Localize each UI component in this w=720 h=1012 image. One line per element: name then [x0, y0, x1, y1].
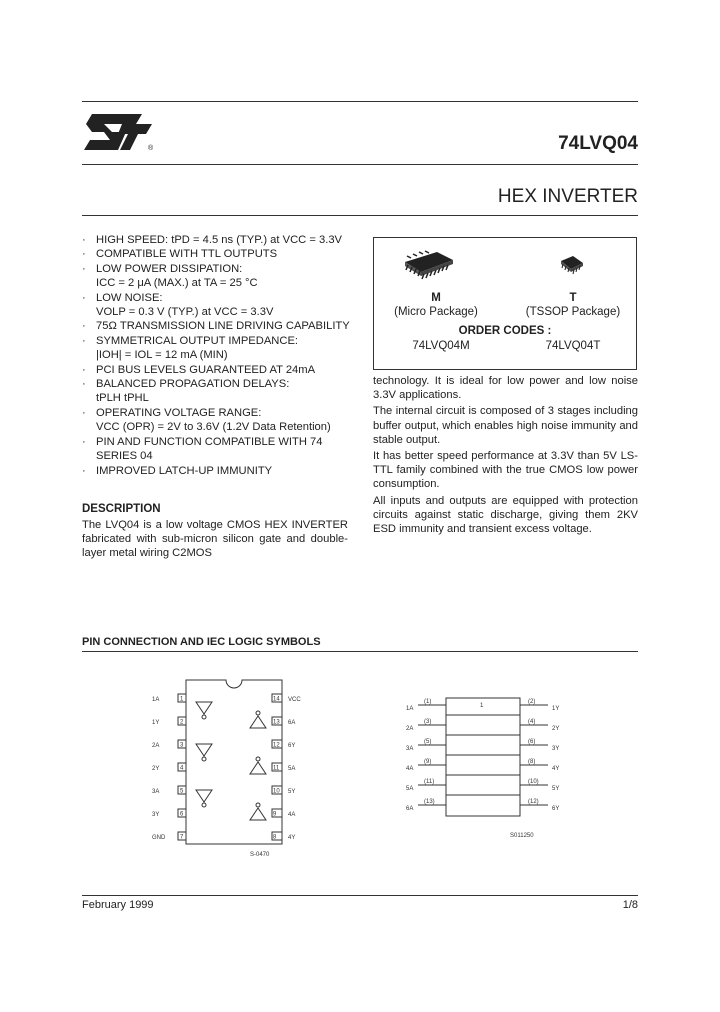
logic-output-label: 2Y	[552, 726, 560, 732]
svg-text:®: ®	[148, 145, 154, 152]
logic-input-label: 6A	[406, 806, 414, 812]
so14-package-icon	[397, 248, 461, 282]
pin-number: 4	[180, 765, 184, 772]
pin-number: 5	[180, 788, 184, 795]
feature-item: · 75Ω TRANSMISSION LINE DRIVING CAPABILITY	[82, 319, 354, 333]
order-code-t: 74LVQ04T	[545, 340, 601, 352]
pin-number: 11	[273, 765, 280, 772]
pin-number: 9	[273, 811, 277, 818]
pin-number: 14	[273, 696, 280, 703]
paragraph: It has better speed performance at 3.3V than 5V LS-TTL family combined with the true CMOS low power consumption.	[373, 450, 638, 491]
feature-item: tPLH tPHL	[96, 392, 149, 405]
pin-connection-diagram	[150, 678, 320, 858]
pin-label: 3Y	[152, 812, 160, 818]
top-rule	[82, 101, 638, 102]
pin-label: 6A	[288, 720, 296, 726]
pin-label: 4Y	[288, 835, 296, 841]
pin-diagram-ref: S-0470	[250, 852, 270, 858]
order-code-m: 74LVQ04M	[412, 340, 470, 352]
package-t-label: (TSSOP Package)	[525, 306, 621, 318]
logic-output-pin: (6)	[528, 739, 536, 745]
feature-item: · HIGH SPEED: tPD = 4.5 ns (TYP.) at VCC = 3.3V	[82, 233, 354, 247]
logic-output-label: 5Y	[552, 786, 560, 792]
logic-output-pin: (10)	[528, 779, 539, 785]
feature-item: · PCI BUS LEVELS GUARANTEED AT 24mA	[82, 363, 354, 377]
iec-logic-symbol	[400, 696, 580, 846]
pin-number: 8	[273, 834, 277, 841]
order-codes-heading: ORDER CODES :	[458, 325, 552, 337]
feature-item: · IMPROVED LATCH-UP IMMUNITY	[82, 464, 354, 478]
pin-number: 7	[180, 834, 184, 841]
logic-output-label: 3Y	[552, 746, 560, 752]
package-m-code: M	[431, 292, 441, 304]
pin-label: 2Y	[152, 766, 160, 772]
footer-date: February 1999	[82, 899, 154, 911]
pin-number: 10	[273, 788, 280, 795]
section-title: PIN CONNECTION AND IEC LOGIC SYMBOLS	[82, 636, 321, 648]
logic-input-pin: (13)	[424, 799, 435, 805]
description-continued	[373, 374, 638, 538]
feature-item: · BALANCED PROPAGATION DELAYS:	[82, 377, 354, 391]
logic-output-label: 4Y	[552, 766, 560, 772]
logic-input-label: 4A	[406, 766, 414, 772]
feature-item: · OPERATING VOLTAGE RANGE:	[82, 406, 354, 420]
feature-item: VOLP = 0.3 V (TYP.) at VCC = 3.3V	[96, 306, 274, 319]
part-number: 74LVQ04	[558, 133, 638, 154]
logic-output-pin: (12)	[528, 799, 539, 805]
paragraph: The internal circuit is composed of 3 stages including buffer output, which enables high noise immunity and stable output.	[373, 405, 638, 446]
logic-output-pin: (4)	[528, 719, 536, 725]
logic-symbol-ref: S011250	[510, 833, 534, 839]
feature-list	[82, 233, 354, 478]
pin-number: 2	[180, 719, 184, 726]
footer-rule	[82, 895, 638, 896]
pin-label: 1Y	[152, 720, 160, 726]
pin-number: 6	[180, 811, 184, 818]
logic-input-pin: (1)	[424, 699, 432, 705]
pin-label: 5Y	[288, 789, 296, 795]
feature-item: · PIN AND FUNCTION COMPATIBLE WITH 74 SERIES 04	[82, 435, 354, 464]
logic-input-pin: (5)	[424, 739, 432, 745]
logic-input-label: 5A	[406, 786, 414, 792]
pin-label: 2A	[152, 743, 160, 749]
package-m-label: (Micro Package)	[394, 306, 478, 318]
pin-label: 1A	[152, 697, 160, 703]
section-rule	[82, 651, 638, 652]
pin-label: 3A	[152, 789, 160, 795]
feature-item: VCC (OPR) = 2V to 3.6V (1.2V Data Retention)	[96, 421, 331, 434]
gate-mark: 1	[480, 703, 484, 709]
pin-label: 5A	[288, 766, 296, 772]
description-text: The LVQ04 is a low voltage CMOS HEX INVERTER fabricated with sub-micron silicon gate and double-layer metal wiring C2MOS	[82, 519, 348, 559]
logic-block	[446, 698, 520, 816]
logic-output-pin: (8)	[528, 759, 536, 765]
dip-outline	[186, 680, 282, 844]
logic-input-pin: (9)	[424, 759, 432, 765]
inverter-gates	[196, 702, 266, 820]
sub-rule	[82, 215, 638, 216]
logic-input-pin: (11)	[424, 779, 435, 785]
package-t-code: T	[569, 292, 577, 304]
paragraph: technology. It is ideal for low power and low noise 3.3V applications.	[373, 375, 638, 402]
pin-number: 1	[180, 696, 184, 703]
pin-number: 13	[273, 719, 280, 726]
pin-number: 12	[273, 742, 280, 749]
logic-output-label: 6Y	[552, 806, 560, 812]
feature-item: · COMPATIBLE WITH TTL OUTPUTS	[82, 247, 354, 261]
page-subtitle: HEX INVERTER	[497, 186, 638, 207]
feature-item: · SYMMETRICAL OUTPUT IMPEDANCE:	[82, 334, 354, 348]
mid-rule	[82, 164, 638, 165]
pin-label: 6Y	[288, 743, 296, 749]
pin-label: GND	[152, 835, 166, 841]
pin-label: VCC	[288, 697, 301, 703]
paragraph: All inputs and outputs are equipped with protection circuits against static discharge, giving them 2KV ESD immunity and transient excess voltage.	[373, 494, 638, 536]
st-logo	[82, 110, 160, 156]
feature-item: · LOW NOISE:	[82, 291, 354, 305]
feature-item: ICC = 2 μA (MAX.) at TA = 25 °C	[96, 277, 258, 290]
logic-output-label: 1Y	[552, 706, 560, 712]
feature-item: · LOW POWER DISSIPATION:	[82, 262, 354, 276]
description-heading: DESCRIPTION	[82, 503, 161, 515]
logic-input-label: 2A	[406, 726, 414, 732]
feature-item: |IOH| = IOL = 12 mA (MIN)	[96, 349, 228, 362]
logic-input-label: 3A	[406, 746, 414, 752]
logic-output-pin: (2)	[528, 699, 536, 705]
logic-input-pin: (3)	[424, 719, 432, 725]
pin-label: 4A	[288, 812, 296, 818]
page-number: 1/8	[622, 899, 638, 911]
pin-number: 3	[180, 742, 184, 749]
logic-input-label: 1A	[406, 706, 414, 712]
tssop-package-icon	[557, 253, 587, 279]
